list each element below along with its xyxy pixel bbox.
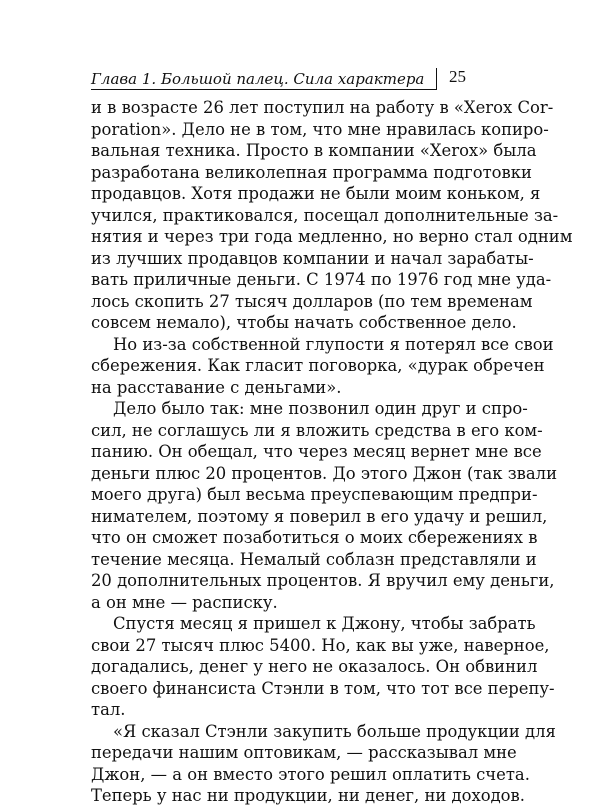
paragraph — [91, 613, 555, 721]
paragraph — [91, 334, 554, 399]
chapter-title: Глава 1. Большой палец. Сила характера — [91, 70, 425, 88]
text-line: и в возрасте 26 лет поступил на работу в «Xerox Cor- — [91, 98, 554, 117]
text-line: сил, не соглашусь ли я вложить средства в его ком- — [91, 420, 543, 440]
text-line: Дело было так: мне позвонил один друг и спро- — [113, 399, 528, 418]
text-line: совсем немало), чтобы начать собственное дело. — [91, 313, 517, 332]
text-line: панию. Он обещал, что через месяц вернет мне все — [91, 442, 542, 461]
text-line: что он сможет позаботиться о моих сбережениях в — [91, 528, 538, 547]
text-line: вальная техника. Просто в компании «Xerox» была — [91, 141, 537, 160]
text-line: вать приличные деньги. С 1974 по 1976 год мне уда- — [91, 270, 552, 289]
paragraph — [91, 97, 573, 334]
text-line: лось скопить 27 тысяч долларов (по тем временам — [91, 291, 533, 311]
text-line: разработана великолепная программа подготовки — [91, 162, 532, 182]
header-rule — [91, 89, 437, 90]
text-line: продавцов. Хотя продажи не были моим коньком, я — [91, 184, 541, 203]
text-line: на расставание с деньгами». — [91, 377, 342, 397]
text-line: Джон, — а он вместо этого решил оплатить счета. — [91, 764, 530, 784]
text-line: из лучших продавцов компании и начал зарабаты- — [91, 248, 534, 268]
text-line: нимателем, поэтому я поверил в его удачу и решил, — [91, 506, 548, 526]
text-line: передачи нашим оптовикам, — рассказывал мне — [91, 743, 517, 762]
page-number: 25 — [449, 67, 466, 86]
paragraph — [91, 721, 556, 807]
text-line: учился, практиковался, посещал дополнительные за- — [91, 205, 559, 225]
text-line: нятия и через три года медленно, но верно стал одним — [91, 227, 573, 246]
text-line: Но из-за собственной глупости я потерял все свои — [113, 334, 554, 354]
text-line: моего друга) был весьма преуспевающим предпри- — [91, 485, 538, 504]
text-line: 20 дополнительных процентов. Я вручил ему деньги, — [91, 571, 555, 590]
running-header — [91, 64, 516, 92]
text-line: своего финансиста Стэнли в том, что тот все перепу- — [91, 678, 555, 698]
text-line: «Я сказал Стэнли закупить больше продукции для — [113, 721, 556, 741]
text-line: свои 27 тысяч плюс 5400. Но, как вы уже, наверное, — [91, 635, 550, 655]
text-line: догадались, денег у него не оказалось. Он обвинил — [91, 657, 538, 676]
text-line: сбережения. Как гласит поговорка, «дурак обречен — [91, 356, 545, 375]
text-line: Спустя месяц я пришел к Джону, чтобы забрать — [113, 614, 536, 633]
text-line: деньги плюс 20 процентов. До этого Джон (так звали — [91, 463, 558, 483]
text-line: а он мне — расписку. — [91, 592, 278, 612]
paragraph — [91, 398, 558, 613]
text-line: Теперь у нас ни продукции, ни денег, ни доходов. — [91, 786, 525, 805]
text-line: poration». Дело не в том, что мне нравилась копиро- — [91, 119, 549, 139]
header-divider — [436, 68, 437, 90]
text-line: тал. — [91, 700, 126, 719]
text-line: течение месяца. Немалый соблазн представляли и — [91, 549, 537, 569]
body-text — [91, 97, 573, 807]
